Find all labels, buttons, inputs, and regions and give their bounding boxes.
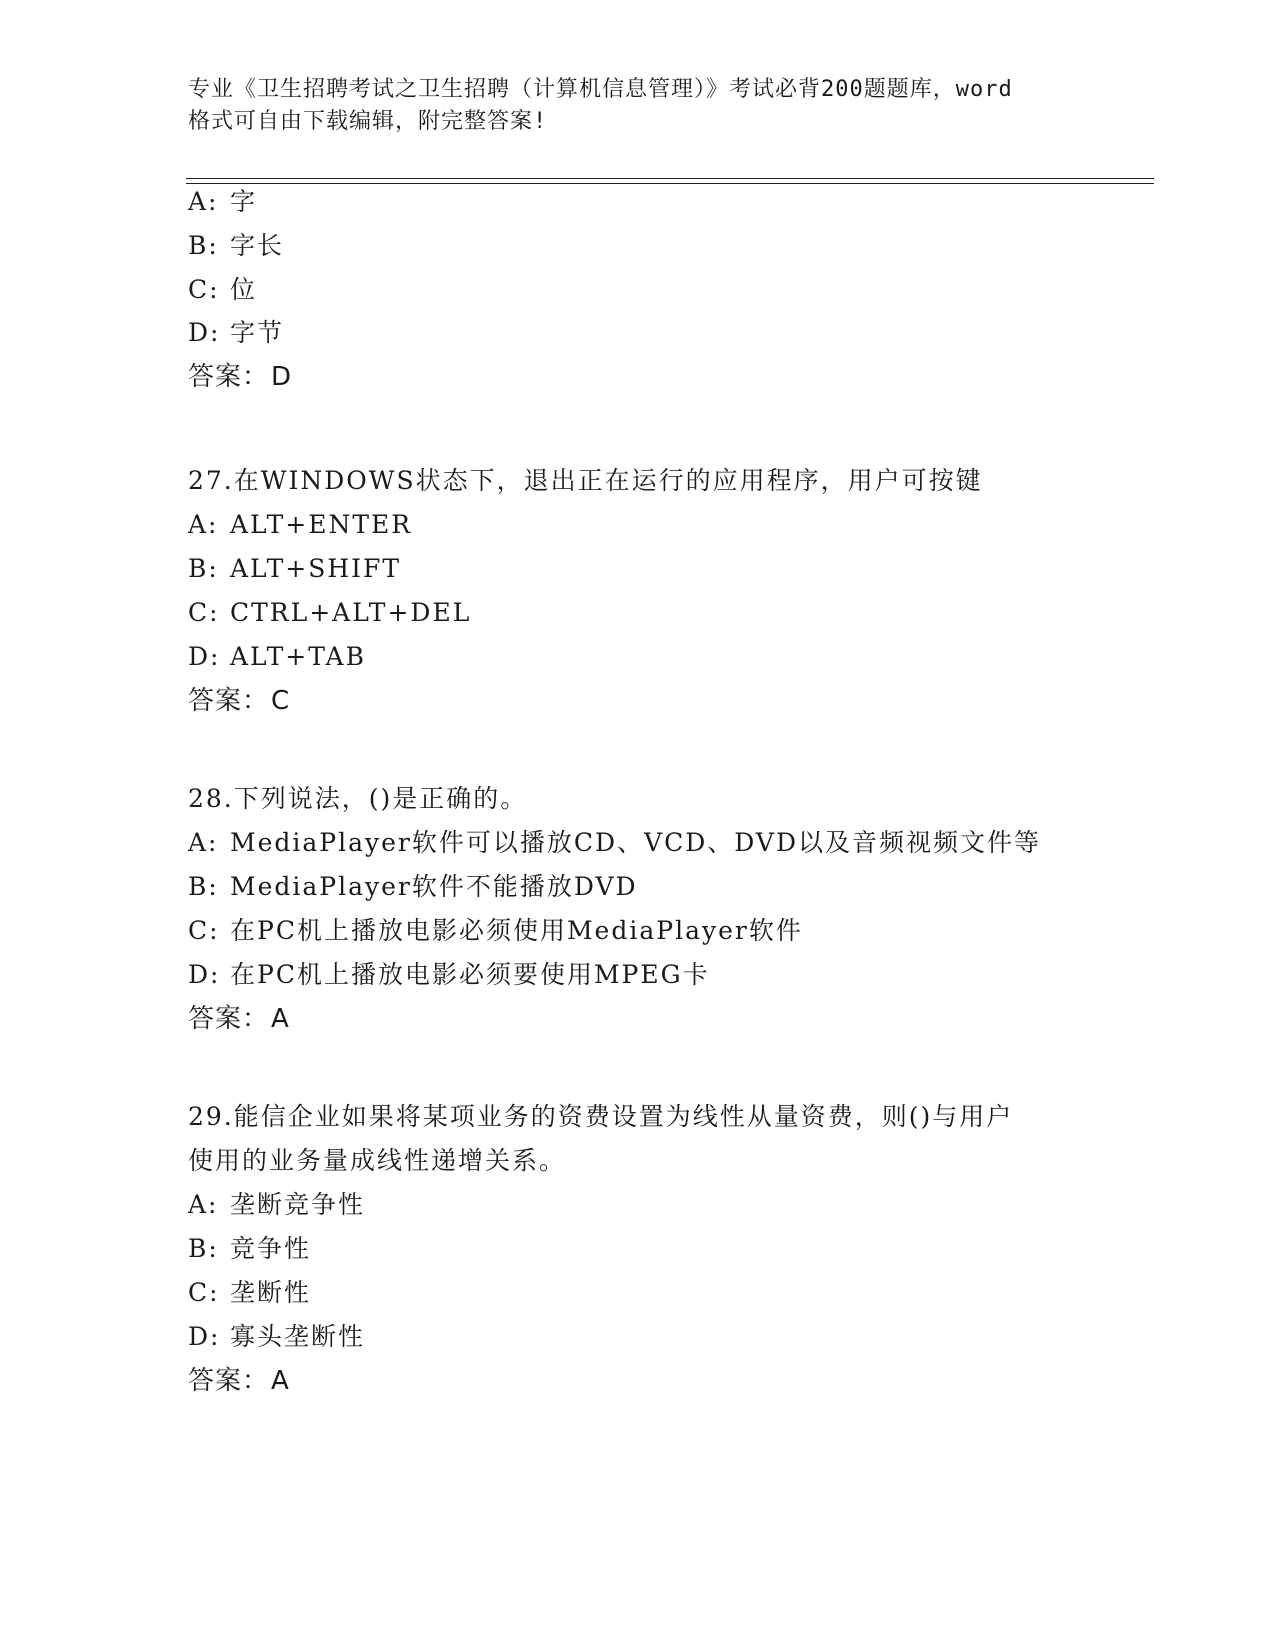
q29-question-line-1: 29.能信企业如果将某项业务的资费设置为线性从量资费，则()与用户 [188, 1102, 1014, 1131]
header-title-line-1: 专业《卫生招聘考试之卫生招聘（计算机信息管理）》考试必背200题题库，word [188, 77, 1013, 102]
option-letter: C: [188, 275, 220, 304]
q28-option-d [188, 960, 710, 990]
q27-option-a [188, 510, 412, 540]
option-letter: D: [188, 642, 221, 671]
q28-option-a [188, 828, 1041, 858]
option-text: 字长 [230, 231, 285, 260]
q29-option-b [188, 1234, 311, 1264]
option-letter: B: [188, 1234, 219, 1263]
header-title-line-2: 格式可自由下载编辑，附完整答案! [188, 109, 548, 134]
q27-option-c [188, 598, 471, 628]
option-letter: A: [188, 1190, 219, 1219]
q27-option-d [188, 642, 366, 672]
answer-value: A [271, 1366, 290, 1396]
q29-question-line-2: 使用的业务量成线性递增关系。 [188, 1146, 567, 1175]
option-letter: C: [188, 1278, 220, 1307]
option-text: 字节 [230, 318, 285, 347]
option-text: 寡头垄断性 [230, 1322, 366, 1351]
answer-value: A [271, 1004, 290, 1034]
answer-value: D [271, 362, 293, 392]
option-text: ALT+ENTER [230, 510, 413, 539]
option-letter: B: [188, 231, 219, 260]
q29-answer [188, 1366, 290, 1396]
document-header [188, 74, 1088, 138]
option-letter: C: [188, 598, 220, 627]
q28-answer [188, 1004, 290, 1034]
option-text: ALT+SHIFT [230, 554, 402, 583]
q26-option-c [188, 275, 257, 305]
q27-answer [188, 686, 290, 716]
header-divider-bottom [186, 183, 1154, 184]
option-letter: D: [188, 318, 221, 347]
option-text: 字 [230, 187, 258, 216]
option-text: 垄断竞争性 [230, 1190, 366, 1219]
option-letter: A: [188, 510, 219, 539]
option-letter: A: [188, 828, 219, 857]
option-letter: B: [188, 554, 219, 583]
option-text: MediaPlayer软件不能播放DVD [230, 872, 638, 901]
option-text: 垄断性 [230, 1278, 312, 1307]
option-letter: D: [188, 960, 221, 989]
option-text: ALT+TAB [230, 642, 366, 671]
answer-label: 答案： [188, 686, 270, 716]
q26-option-a [188, 187, 257, 217]
header-divider-top [186, 178, 1154, 179]
option-letter: B: [188, 872, 219, 901]
q28-question: 28.下列说法，()是正确的。 [188, 784, 528, 813]
q28-option-b [188, 872, 638, 902]
option-letter: A: [188, 187, 219, 216]
option-text: CTRL+ALT+DEL [230, 598, 472, 627]
answer-label: 答案： [188, 1004, 270, 1034]
answer-value: C [271, 686, 291, 716]
q29-option-c [188, 1278, 311, 1308]
q26-option-b [188, 231, 284, 261]
option-text: 在PC机上播放电影必须使用MediaPlayer软件 [230, 916, 803, 945]
q27-question: 27.在WINDOWS状态下，退出正在运行的应用程序，用户可按键 [188, 466, 983, 495]
q29-option-a [188, 1190, 365, 1220]
q26-answer [188, 362, 292, 392]
q28-option-c [188, 916, 803, 946]
answer-label: 答案： [188, 362, 270, 392]
option-text: 在PC机上播放电影必须要使用MPEG卡 [230, 960, 710, 989]
q26-option-d [188, 318, 284, 348]
option-text: 位 [230, 275, 258, 304]
answer-label: 答案： [188, 1366, 270, 1396]
option-text: MediaPlayer软件可以播放CD、VCD、DVD以及音频视频文件等 [230, 828, 1041, 857]
q27-option-b [188, 554, 401, 584]
q29-option-d [188, 1322, 365, 1352]
option-text: 竞争性 [230, 1234, 312, 1263]
option-letter: C: [188, 916, 220, 945]
option-letter: D: [188, 1322, 221, 1351]
